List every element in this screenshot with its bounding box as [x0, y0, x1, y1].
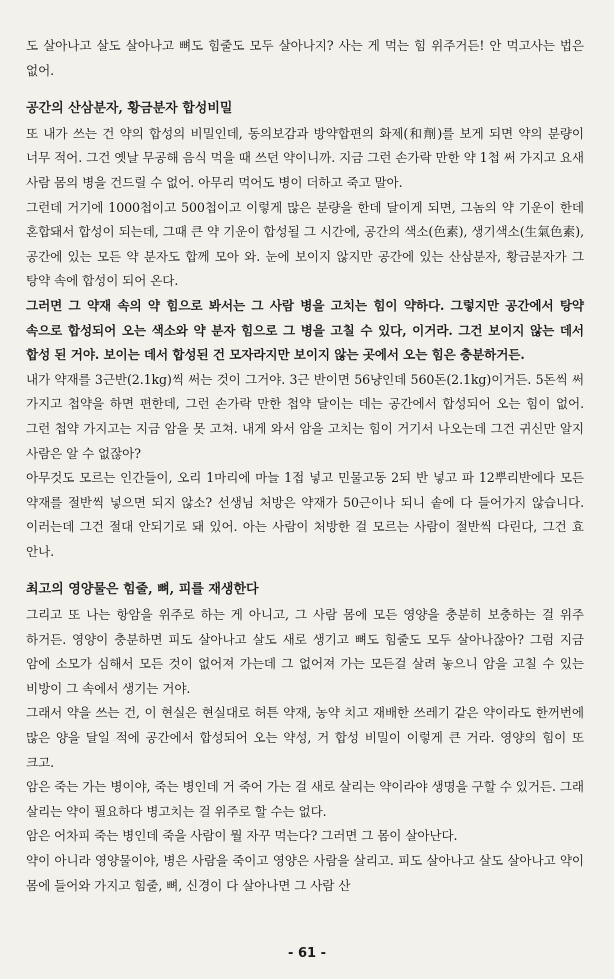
section-heading-2: 최고의 영양물은 힘줄, 뼈, 피를 재생한다: [26, 582, 259, 598]
paragraph-3: 그러면 그 약재 속의 약 힘으로 봐서는 그 사람 병을 고치는 힘이 약하다. 그렇지만 공간에서 탕약 속으로 합성되어 오는 색소와 약 분자 힘으로 그 병을 고칠 수 있다, 이거라. 그건 보이지 않는 데서 합성 된 거야. 보이는 데서 합성된 건 모자라지만 보이지 않는 곳에서 오는 힘은 충분하거든.: [26, 297, 584, 363]
paragraph-7: 그래서 약을 쓰는 건, 이 현실은 현실대로 허튼 약재, 농약 치고 재배한 쓰레기 같은 약이라도 한꺼번에 많은 양을 달일 적에 공간에서 합성되어 오는 약성, 거 합성 비밀이 이렇게 큰 거라. 영양의 힘이 또 크고.: [26, 705, 584, 770]
page-number: - 61 -: [288, 946, 326, 961]
paragraph-9: 암은 어차피 죽는 병인데 죽을 사람이 뭘 자꾸 먹는다? 그러면 그 몸이 살아난다.: [26, 828, 458, 844]
paragraph-8: 암은 죽는 가는 병이야, 죽는 병인데 거 죽어 가는 걸 새로 살리는 약이라야 생명을 구할 수 있거든. 그래 살리는 약이 필요하다 병고치는 걸 위주로 할 수는 없다.: [26, 779, 584, 819]
paragraph-0: 도 살아나고 살도 살아나고 뼈도 힘줄도 모두 살아나지? 사는 게 먹는 힘 위주거든! 안 먹고사는 법은 없어.: [26, 38, 584, 78]
paragraph-4: 내가 약재를 3근반(2.1kg)씩 써는 것이 그거야. 3근 반이면 56냥인데 560돈(2.1kg)이거든. 5돈씩 써 가지고 첩약을 하면 편한데, 그런 손가락 만한 첩약 달이는 데는 공간에서 합성되어 오는 힘이 없어. 그런 첩약 가지고는 지금 암을 못 고쳐. 내게 와서 암을 고치는 힘이 거기서 나오는데 그건 귀신만 알지 사람은 알 수 없잖아?: [26, 371, 584, 461]
paragraph-2: 그런데 거기에 1000첩이고 500첩이고 이렇게 많은 분량을 한데 달이게 되면, 그놈의 약 기운이 한데 혼합돼서 합성이 되는데, 그때 큰 약 기운이 합성될 그 시간에, 공간의 색소(色素), 생기색소(生氣色素), 공간에 있는 모든 약 분자도 합께 모아 와. 눈에 보이지 않지만 공간에 있는 산삼분자, 황금분자가 그 탕약 속에 합성이 되어 온다.: [26, 199, 584, 289]
paragraph-10: 약이 아니라 영양물이야, 병은 사람을 죽이고 영양은 사람을 살리고. 피도 살아나고 살도 살아나고 약이 몸에 들어와 가지고 힘줄, 뼈, 신경이 다 살아나면 그 사람 산: [26, 853, 584, 893]
paragraph-5: 아무것도 모르는 인간들이, 오리 1마리에 마늘 1접 넣고 민물고동 2되 반 넣고 파 12뿌리반에다 모든 약재를 절반씩 넣으면 되지 않소? 선생님 처방은 약재가 50근이나 되니 솥에 다 들어가지 않습니다. 이러는데 그건 절대 안되기로 돼 있어. 아는 사람이 처방한 걸 모르는 사람이 절반씩 다린다, 그건 효 안나.: [26, 470, 584, 559]
paragraph-6: 그리고 또 나는 항암을 위주로 하는 게 아니고, 그 사람 몸에 모든 영양을 충분히 보충하는 걸 위주 하거든. 영양이 충분하면 피도 살아나고 살도 새로 생기고 뼈도 힘줄도 모두 살아나잖아? 그럼 지금 암에 소모가 심해서 모든 것이 없어져 가는데 그 없어져 가는 모든걸 살려 놓으니 암을 고칠 수 있는 비방이 그 속에서 생기는 거야.: [26, 607, 584, 696]
paragraph-1: 또 내가 쓰는 건 약의 합성의 비밀인데, 동의보감과 방약합편의 화제(和劑)를 보게 되면 약의 분량이 너무 적어. 그건 옛날 무공해 음식 먹을 때 쓰던 약이니까. 지금 그런 손가락 만한 약 1첩 써 가지고 요새 사람 몸의 병을 건드릴 수 없어. 아무리 먹어도 병이 더하고 죽고 말아.: [26, 125, 584, 190]
section-heading-1: 공간의 산삼분자, 황금분자 합성비밀: [26, 101, 233, 117]
